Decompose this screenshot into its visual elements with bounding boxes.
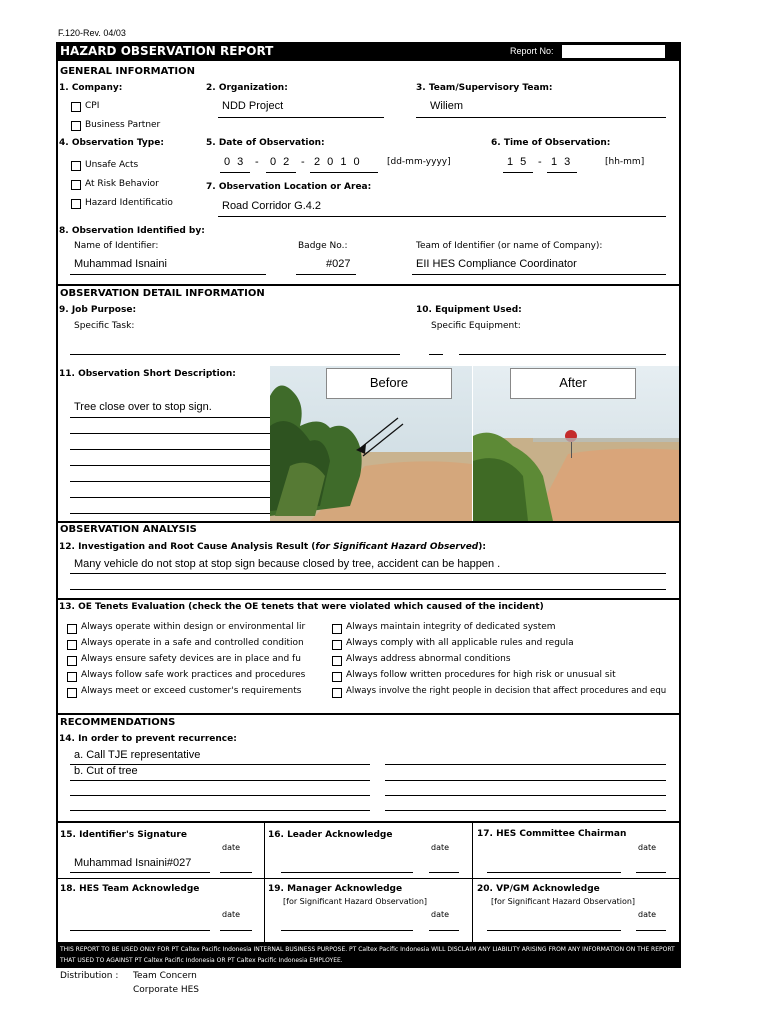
- oe-left-5-label: Always meet or exceed customer's requirements: [81, 686, 302, 696]
- q12-label: 12. Investigation and Root Cause Analysis Result (for Significant Hazard Observed):: [59, 542, 486, 552]
- after-label: After: [510, 368, 636, 399]
- time-dash: -: [538, 156, 542, 168]
- report-no-label: Report No:: [510, 46, 554, 56]
- q12-value[interactable]: Many vehicle do not stop at stop sign because closed by tree, accident can be happen .: [74, 558, 501, 570]
- analysis-heading: OBSERVATION ANALYSIS: [60, 524, 197, 535]
- organization-label: 2. Organization:: [206, 83, 288, 93]
- date-mm[interactable]: 0 2: [270, 156, 292, 168]
- sig19-label: 19. Manager Acknowledge: [268, 884, 403, 894]
- sig16-label: 16. Leader Acknowledge: [268, 830, 393, 840]
- short-desc-label: 11. Observation Short Description:: [59, 369, 236, 379]
- badge-value[interactable]: #027: [326, 258, 351, 270]
- short-desc-value[interactable]: Tree close over to stop sign.: [74, 401, 212, 413]
- recommendation-b[interactable]: b. Cut of tree: [74, 765, 138, 777]
- date-dash-1: -: [255, 156, 259, 168]
- identified-label: 8. Observation Identified by:: [59, 226, 205, 236]
- name-identifier-label: Name of Identifier:: [74, 241, 159, 251]
- sig19-date-label: date: [431, 910, 450, 919]
- time-hh[interactable]: 1 5: [507, 156, 529, 168]
- oe-right-3-label: Always address abnormal conditions: [346, 654, 511, 664]
- company-partner-label: Business Partner: [85, 120, 161, 130]
- sig20-date-label: date: [638, 910, 657, 919]
- oe-heading: 13. OE Tenets Evaluation (check the OE tenets that were violated which caused of the incident): [59, 602, 544, 612]
- oe-left-4-label: Always follow safe work practices and procedures: [81, 670, 306, 680]
- title-bar: [56, 42, 681, 61]
- distribution-item-2: Corporate HES: [133, 985, 200, 995]
- sig20-label: 20. VP/GM Acknowledge: [477, 884, 600, 894]
- at-risk-label: At Risk Behavior: [85, 179, 159, 189]
- hazard-id-label: Hazard Identificatio: [85, 198, 173, 208]
- distribution-item-1: Team Concern: [133, 971, 197, 981]
- company-cpi-label: CPI: [85, 101, 100, 111]
- sig15-label: 15. Identifier's Signature: [60, 830, 187, 840]
- date-dash-2: -: [301, 156, 305, 168]
- sig15-date-label: date: [222, 843, 241, 852]
- team-value[interactable]: Wiliem: [430, 100, 463, 112]
- sig17-date-label: date: [638, 843, 657, 852]
- obs-type-label: 4. Observation Type:: [59, 138, 164, 148]
- location-label: 7. Observation Location or Area:: [206, 182, 372, 192]
- form-code: F.120-Rev. 04/03: [58, 28, 126, 38]
- oe-right-4-label: Always follow written procedures for high risk or unusual sit: [346, 670, 616, 680]
- oe-left-1-checkbox[interactable]: [67, 624, 77, 634]
- unsafe-acts-label: Unsafe Acts: [85, 160, 139, 170]
- at-risk-checkbox[interactable]: [71, 180, 81, 190]
- unsafe-acts-checkbox[interactable]: [71, 161, 81, 171]
- oe-right-4-checkbox[interactable]: [332, 672, 342, 682]
- detail-heading: OBSERVATION DETAIL INFORMATION: [60, 288, 265, 299]
- before-label: Before: [326, 368, 452, 399]
- form-title: HAZARD OBSERVATION REPORT: [60, 44, 274, 58]
- oe-right-2-label: Always comply with all applicable rules and regula: [346, 638, 574, 648]
- oe-right-5-checkbox[interactable]: [332, 688, 342, 698]
- oe-right-1-label: Always maintain integrity of dedicated system: [346, 622, 556, 632]
- team-identifier-label: Team of Identifier (or name of Company):: [416, 241, 603, 251]
- report-no-field[interactable]: [562, 45, 665, 58]
- oe-left-3-label: Always ensure safety devices are in place and fu: [81, 654, 301, 664]
- name-identifier-value[interactable]: Muhammad Isnaini: [74, 258, 167, 270]
- specific-task-label: Specific Task:: [74, 321, 135, 331]
- sig15-value[interactable]: Muhammad Isnaini#027: [74, 857, 192, 869]
- sig18-date-label: date: [222, 910, 241, 919]
- oe-left-5-checkbox[interactable]: [67, 688, 77, 698]
- organization-value[interactable]: NDD Project: [222, 100, 284, 112]
- location-value[interactable]: Road Corridor G.4.2: [222, 200, 322, 212]
- company-label: 1. Company:: [59, 83, 123, 93]
- company-cpi-checkbox[interactable]: [71, 102, 81, 112]
- time-label: 6. Time of Observation:: [491, 138, 611, 148]
- general-heading: GENERAL INFORMATION: [60, 66, 195, 77]
- oe-right-5-label: Always involve the right people in decision that affect procedures and equ: [346, 686, 667, 696]
- oe-right-1-checkbox[interactable]: [332, 624, 342, 634]
- oe-right-3-checkbox[interactable]: [332, 656, 342, 666]
- recommendation-a[interactable]: a. Call TJE representative: [74, 749, 201, 761]
- specific-equipment-label: Specific Equipment:: [431, 321, 521, 331]
- date-format: [dd-mm-yyyy]: [387, 157, 451, 167]
- job-purpose-label: 9. Job Purpose:: [59, 305, 137, 315]
- badge-label: Badge No.:: [298, 241, 348, 251]
- oe-left-2-checkbox[interactable]: [67, 640, 77, 650]
- oe-right-2-checkbox[interactable]: [332, 640, 342, 650]
- sig16-date-label: date: [431, 843, 450, 852]
- sig17-label: 17. HES Committee Chairman: [477, 829, 627, 839]
- q14-label: 14. In order to prevent recurrence:: [59, 734, 237, 744]
- sig20-sub: [for Significant Hazard Observation]: [491, 897, 636, 906]
- equipment-label: 10. Equipment Used:: [416, 305, 522, 315]
- recommendations-heading: RECOMMENDATIONS: [60, 717, 176, 728]
- time-format: [hh-mm]: [605, 157, 645, 167]
- date-yyyy[interactable]: 2 0 1 0: [314, 156, 362, 168]
- legal-disclaimer: THIS REPORT TO BE USED ONLY FOR PT Caltex Pacific Indonesia INTERNAL BUSINESS PURPOSE. PT Caltex Pacific Indonesia WILL DISCLAIM ANY LIABILITY ARISING FROM ANY INFORMATION ON THE REPORT THAT USED TO AGAINST PT Caltex Pacific Indonesia OR PT Caltex Pacific Indonesia EMPLOYEE.: [56, 942, 681, 968]
- hazard-id-checkbox[interactable]: [71, 199, 81, 209]
- team-label: 3. Team/Supervisory Team:: [416, 83, 553, 93]
- sig19-sub: [for Significant Hazard Observation]: [283, 897, 428, 906]
- oe-left-2-label: Always operate in a safe and controlled condition: [81, 638, 304, 648]
- oe-left-3-checkbox[interactable]: [67, 656, 77, 666]
- team-identifier-value[interactable]: EII HES Compliance Coordinator: [416, 258, 577, 270]
- oe-left-4-checkbox[interactable]: [67, 672, 77, 682]
- date-dd[interactable]: 0 3: [224, 156, 246, 168]
- sig18-label: 18. HES Team Acknowledge: [60, 884, 200, 894]
- distribution-label: Distribution :: [60, 971, 119, 981]
- oe-left-1-label: Always operate within design or environmental lir: [81, 622, 306, 632]
- time-mm[interactable]: 1 3: [551, 156, 573, 168]
- date-label: 5. Date of Observation:: [206, 138, 325, 148]
- company-partner-checkbox[interactable]: [71, 121, 81, 131]
